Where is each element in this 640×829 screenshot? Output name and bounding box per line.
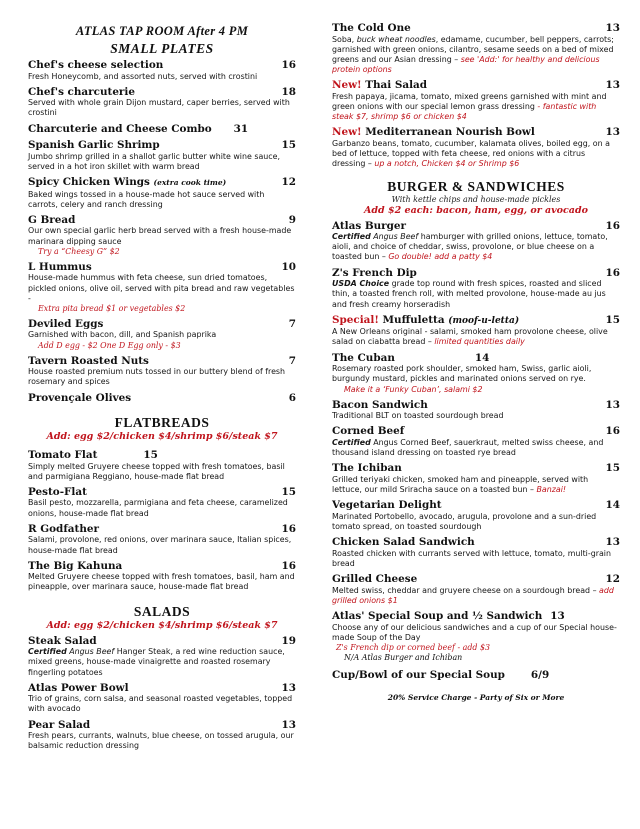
item-name: Pesto-Flat: [28, 485, 87, 498]
item-name: Thai Salad: [365, 79, 428, 92]
item-price: 13: [605, 22, 620, 34]
item-name: The Ichiban: [332, 462, 402, 475]
salads-list: [28, 635, 296, 752]
item-desc: Melted Gruyere cheese topped with fresh tomatoes, basil, ham and pineapple, over marinara sauce, house-made flat bread: [28, 572, 295, 592]
menu-item: [28, 392, 296, 405]
item-desc: grade top round with fresh spices, roasted and sliced thin, a toasted french roll, with melted provolone, house-made au jus and fresh creamy horseradish: [332, 279, 606, 309]
new-badge: New!: [332, 126, 362, 139]
item-name: Atlas Burger: [332, 219, 406, 232]
item-desc: Fresh pears, currants, walnuts, blue cheese, on tossed arugula, our balsamic reduction dressing: [28, 731, 294, 751]
item-desc: Choose any of our delicious sandwiches and a cup of our Special house-made Soup of the Day: [332, 622, 617, 642]
usda-label: USDA Choice: [332, 279, 390, 289]
item-price: 13: [605, 536, 620, 549]
menu-item: [332, 399, 620, 422]
flatbreads-list: [28, 449, 296, 593]
menu-item: [332, 669, 620, 682]
item-note: Try a “Cheesy G” $2: [38, 246, 120, 256]
menu-item: [332, 22, 620, 75]
item-price: 15: [605, 462, 620, 475]
item-price: 13: [281, 718, 296, 731]
item-name: Chef's cheese selection: [28, 59, 164, 71]
item-note: add grilled onions $1: [332, 585, 614, 605]
item-name: Vegetarian Delight: [332, 499, 442, 512]
item-price: 12: [281, 176, 296, 189]
item-name: Deviled Eggs: [28, 317, 104, 330]
left-column: [28, 24, 296, 752]
item-desc: Garbanzo beans, tomato, cucumber, kalamata olives, boiled egg, on a bed of lettuce, topped with feta cheese, red onions with a citrus dressing –: [332, 138, 610, 169]
menu-item: [28, 123, 296, 136]
item-na-note: N/A Atlas Burger and Ichiban: [344, 652, 463, 662]
item-desc: House-made hummus with feta cheese, sun dried tomatoes, pickled onions, olive oil, served with pita bread and raw vegetables -: [28, 273, 295, 303]
item-name: Spanish Garlic Shrimp: [28, 139, 160, 152]
item-name: The Cuban: [332, 351, 395, 364]
item-note: up a notch, Chicken $4 or Shrimp $6: [374, 159, 520, 169]
item-price: 16: [605, 266, 620, 279]
item-name: Mediterranean Nourish Bowl: [365, 126, 535, 139]
menu-item: [28, 355, 296, 388]
item-name: Chicken Salad Sandwich: [332, 536, 475, 549]
item-price: 19: [281, 634, 296, 647]
menu-item: [332, 126, 620, 169]
menu-item: [28, 635, 296, 678]
item-price: 13: [281, 681, 296, 694]
menu-item: [332, 425, 620, 458]
item-desc: Served with whole grain Dijon mustard, caper berries, served with crostini: [28, 98, 290, 118]
menu-title: ATLAS TAP ROOM After 4 PM: [75, 24, 249, 38]
item-desc: House roasted premium nuts tossed in our buttery blend of fresh rosemary and spices: [28, 367, 286, 387]
angus-label: Angus Beef: [373, 232, 419, 242]
certified-label: Certified: [332, 437, 371, 447]
small-plates-heading: SMALL PLATES: [110, 41, 214, 56]
item-price: 14: [605, 499, 620, 512]
item-tag: (extra cook time): [153, 178, 227, 188]
menu-item: [28, 318, 296, 351]
item-name: G Bread: [28, 213, 76, 226]
item-desc: , edamame, cucumber, bell peppers, carrots; garnished with green onions, cilantro, sesame seeds on a bed of mixed greens and our Asian dressing –: [332, 34, 614, 64]
item-name: Grilled Cheese: [332, 573, 418, 586]
item-price: 18: [281, 85, 296, 98]
item-desc: Simply melted Gruyere cheese topped with fresh tomatoes, basil and parmigiana Reggiano, house-made flat bread: [28, 461, 285, 481]
item-desc: Soba,: [332, 34, 357, 44]
item-note: see 'Add:' for healthy and delicious protein options: [332, 54, 600, 75]
menu-item: [28, 176, 296, 210]
item-desc: A New Orleans original - salami, smoked ham provolone cheese, olive salad on ciabatta bread –: [332, 327, 608, 347]
service-charge-note: 20% Service Charge - Party of Six or More: [387, 693, 565, 703]
item-name: The Big Kahuna: [28, 559, 123, 572]
item-price: 13: [605, 79, 620, 92]
item-desc: Traditional BLT on toasted sourdough bread: [332, 411, 504, 421]
item-note: - fantastic with steak $7, shrimp $6 or chicken $4: [332, 102, 597, 122]
item-desc: Fresh Honeycomb, and assorted nuts, served with crostini: [28, 71, 258, 81]
menu-item: [28, 59, 296, 82]
menu-item: [332, 220, 620, 263]
menu-item: [28, 560, 296, 593]
menu-item: [332, 462, 620, 495]
item-name: Tomato Flat: [28, 449, 98, 462]
item-price: 31: [233, 122, 249, 135]
special-badge: Special!: [332, 313, 379, 326]
item-name: Pear Salad: [28, 718, 91, 731]
item-price: 14: [474, 351, 490, 364]
item-price: 16: [605, 425, 620, 438]
salads-heading: SALADS: [133, 603, 191, 619]
burger-add: Add $2 each: bacon, ham, egg, or avocado: [364, 204, 588, 216]
item-desc: Basil pesto, mozzarella, parmigiana and feta cheese, caramelized onions, house-made flat bread: [28, 498, 288, 518]
item-desc: Our own special garlic herb bread served with a fresh house-made marinara dipping sauce: [28, 226, 292, 246]
item-desc: Fresh papaya, jicama, tomato, mixed greens garnished with mint and green onions with our special lemon grass dressing: [332, 91, 607, 112]
item-name: Atlas Power Bowl: [28, 681, 129, 694]
menu-item: [332, 499, 620, 532]
item-desc-italic: buck wheat noodles: [356, 34, 436, 44]
item-note: Banzai!: [536, 485, 567, 495]
menu-item: [332, 536, 620, 569]
item-name: Tavern Roasted Nuts: [28, 354, 149, 367]
item-price: 13: [605, 126, 620, 139]
item-price: 15: [281, 139, 296, 152]
menu-item: [28, 214, 296, 257]
item-name: Bacon Sandwich: [332, 398, 428, 411]
flatbreads-add: Add: egg $2/chicken $4/shrimp $6/steak $7: [46, 431, 278, 443]
item-name: Provençale Olives: [28, 391, 132, 404]
item-price: 6/9: [530, 668, 550, 681]
certified-label: Certified: [28, 647, 67, 657]
new-badge: New!: [332, 79, 362, 92]
menu-item: [332, 79, 620, 122]
burger-heading: BURGER & SANDWICHES: [387, 178, 565, 194]
right-column: [332, 22, 620, 703]
item-price: 13: [550, 610, 565, 622]
item-name: Muffuletta: [382, 313, 445, 326]
item-note: Extra pita bread $1 or vegetables $2: [38, 303, 186, 313]
item-desc: hamburger with grilled onions, lettuce, tomato, aioli, and choice of cheddar, swiss, provolone, or blue cheese on a toasted bun –: [332, 232, 608, 262]
item-desc: Garnished with bacon, dill, and Spanish paprika: [28, 330, 217, 340]
item-price: 9: [288, 213, 296, 226]
item-price: 10: [281, 260, 296, 273]
certified-label: Certified: [332, 232, 371, 242]
menu-item: [28, 261, 296, 314]
item-desc: Trio of grains, corn salsa, and seasonal roasted vegetables, topped with avocado: [28, 694, 293, 714]
item-name: R Godfather: [28, 522, 99, 535]
menu-item: [28, 486, 296, 519]
salads-add: Add: egg $2/chicken $4/shrimp $6/steak $7: [46, 619, 278, 631]
pronunciation: (moof-u-letta): [448, 315, 520, 326]
item-price: 13: [605, 398, 620, 411]
menu-item: [332, 573, 620, 606]
item-desc: Marinated Portobello, avocado, arugula, provolone and a sun-dried tomato spread, on toasted sourdough: [332, 511, 597, 531]
menu-item: [28, 719, 296, 752]
item-name: Atlas' Special Soup and ½ Sandwich: [332, 610, 543, 622]
menu-item: [332, 314, 620, 348]
item-note: Go double! add a patty $4: [388, 252, 493, 262]
item-desc: Jumbo shrimp grilled in a shallot garlic butter white wine sauce, served in a hot iron skillet with warm bread: [28, 151, 281, 171]
flatbreads-heading: FLATBREADS: [114, 415, 210, 431]
menu-item: [28, 682, 296, 715]
item-name: Corned Beef: [332, 425, 405, 438]
item-desc: Baked wings tossed in a house-made hot sauce served with carrots, celery and ranch dressing: [28, 189, 265, 209]
item-note: Z's French dip or corned beef - add $3: [336, 642, 490, 652]
angus-label: Angus Beef: [69, 647, 115, 657]
item-price: 15: [605, 313, 620, 326]
item-desc: Roasted chicken with currants served with lettuce, tomato, multi-grain bread: [332, 548, 611, 568]
menu-item: [28, 139, 296, 172]
item-name: Chef's charcuterie: [28, 85, 135, 98]
burger-subheading: With kettle chips and house-made pickles: [391, 194, 561, 204]
item-note: Make it a ‘Funky Cuban’, salami $2: [344, 384, 483, 394]
small-plates-list: [28, 59, 296, 404]
item-desc: Melted swiss, cheddar and gruyere cheese on a sourdough bread –: [332, 585, 600, 595]
item-desc: Angus Corned Beef, sauerkraut, melted swiss cheese, and thousand island dressing on toasted rye bread: [332, 437, 604, 458]
item-name: The Cold One: [332, 22, 411, 34]
menu-item: [28, 523, 296, 556]
menu-item: [28, 449, 296, 482]
menu-item: [332, 267, 620, 310]
item-name: L Hummus: [28, 260, 92, 273]
item-note: Add D egg - $2 One D Egg only - $3: [38, 340, 181, 350]
item-desc: Grilled teriyaki chicken, smoked ham and pineapple, served with lettuce, our mild Sriracha sauce on a toasted bun –: [332, 474, 589, 495]
item-note: limited quantities daily: [434, 337, 525, 347]
item-desc: Rosemary roasted pork shoulder, smoked ham, Swiss, garlic aioli, burgundy mustard, pickles and marinated onions served on rye.: [332, 364, 592, 384]
item-name: Cup/Bowl of our Special Soup: [332, 668, 505, 681]
item-price: 16: [281, 559, 296, 572]
item-price: 16: [605, 219, 620, 232]
item-price: 6: [288, 391, 296, 404]
item-name: Charcuterie and Cheese Combo: [28, 122, 212, 135]
item-price: 7: [288, 317, 296, 330]
item-price: 15: [143, 449, 158, 462]
item-name: Steak Salad: [28, 634, 97, 647]
item-price: 15: [281, 485, 296, 498]
item-price: 7: [288, 354, 296, 367]
item-desc: Salami, provolone, red onions, over marinara sauce, Italian spices, house-made flat bread: [28, 535, 292, 555]
menu-item: [332, 352, 620, 395]
item-price: 12: [605, 573, 620, 586]
item-name: Z's French Dip: [332, 266, 417, 279]
menu-item: [332, 610, 620, 663]
menu-item: [28, 86, 296, 119]
item-price: 16: [281, 59, 296, 71]
item-desc: Hanger Steak, a red wine reduction sauce, mixed greens, house-made vinaigrette and roasted rosemary fingerling potatoes: [28, 647, 285, 677]
item-price: 16: [281, 522, 296, 535]
item-name: Spicy Chicken Wings: [28, 176, 150, 189]
